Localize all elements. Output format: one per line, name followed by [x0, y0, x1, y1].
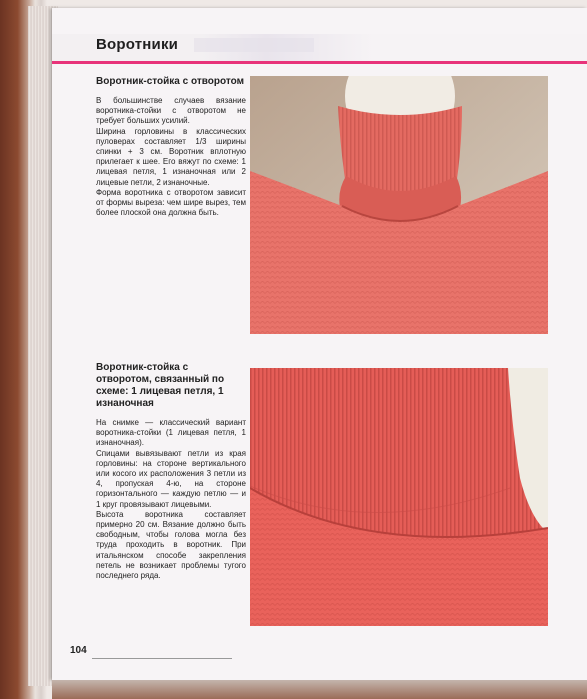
photo-rib-collar [250, 368, 548, 626]
page-number: 104 [70, 645, 87, 656]
header-rule [52, 61, 587, 64]
section-paragraph: На снимке — классический вариант воротника-стойки (1 лицевая петля, 1 изнаночная). [96, 418, 246, 448]
header-decoration [194, 38, 314, 52]
section-heading: Воротник-стойка с отворотом [96, 76, 244, 87]
section-paragraph: Ширина горловины в классических пуловерах составляет 1/3 ширины спинки + 3 см. Воротник вплотную прилегает к шее. Его вяжут по схеме: 1 лицевая петля, 1 изнаночная или 2 лицевые петли, 2 изнаночные. [96, 126, 246, 187]
section-turtleneck [96, 76, 246, 218]
section-turtleneck-rib [96, 362, 246, 581]
section-heading: Воротник-стойка с отворотом, связанный по схеме: 1 лицевая петля, 1 изнаночная [96, 362, 225, 409]
section-paragraph: Форма воротника с отворотом зависит от формы выреза: чем шире вырез, тем более плоской она должна быть. [96, 187, 246, 218]
footer-rule [92, 658, 232, 659]
book-bottom-edge [52, 680, 587, 699]
section-paragraph: Высота воротника составляет примерно 20 см. Вязание должно быть свободным, чтобы голова могла без труда проходить в воротник. При итальянском способе закрепления петель не возникает проблемы тугого последнего ряда. [96, 509, 246, 581]
section-paragraph: В большинстве случаев вязание воротника-стойки с отворотом не требует больших усилий. [96, 96, 246, 126]
photo-turtleneck-collar [250, 76, 548, 334]
photo-rib-collar-image [250, 368, 548, 626]
photo-turtleneck-collar-image [250, 76, 548, 334]
book-page [52, 8, 587, 680]
section-paragraph: Спицами вывязывают петли из края горловины: на стороне вертикального или косого их расположения 3 петли из 4, пропуская 4-ю, на стороне горизонтального — каждую петлю — и 1 круг провязывают лицевыми. [96, 448, 246, 509]
page-title: Воротники [96, 36, 179, 53]
